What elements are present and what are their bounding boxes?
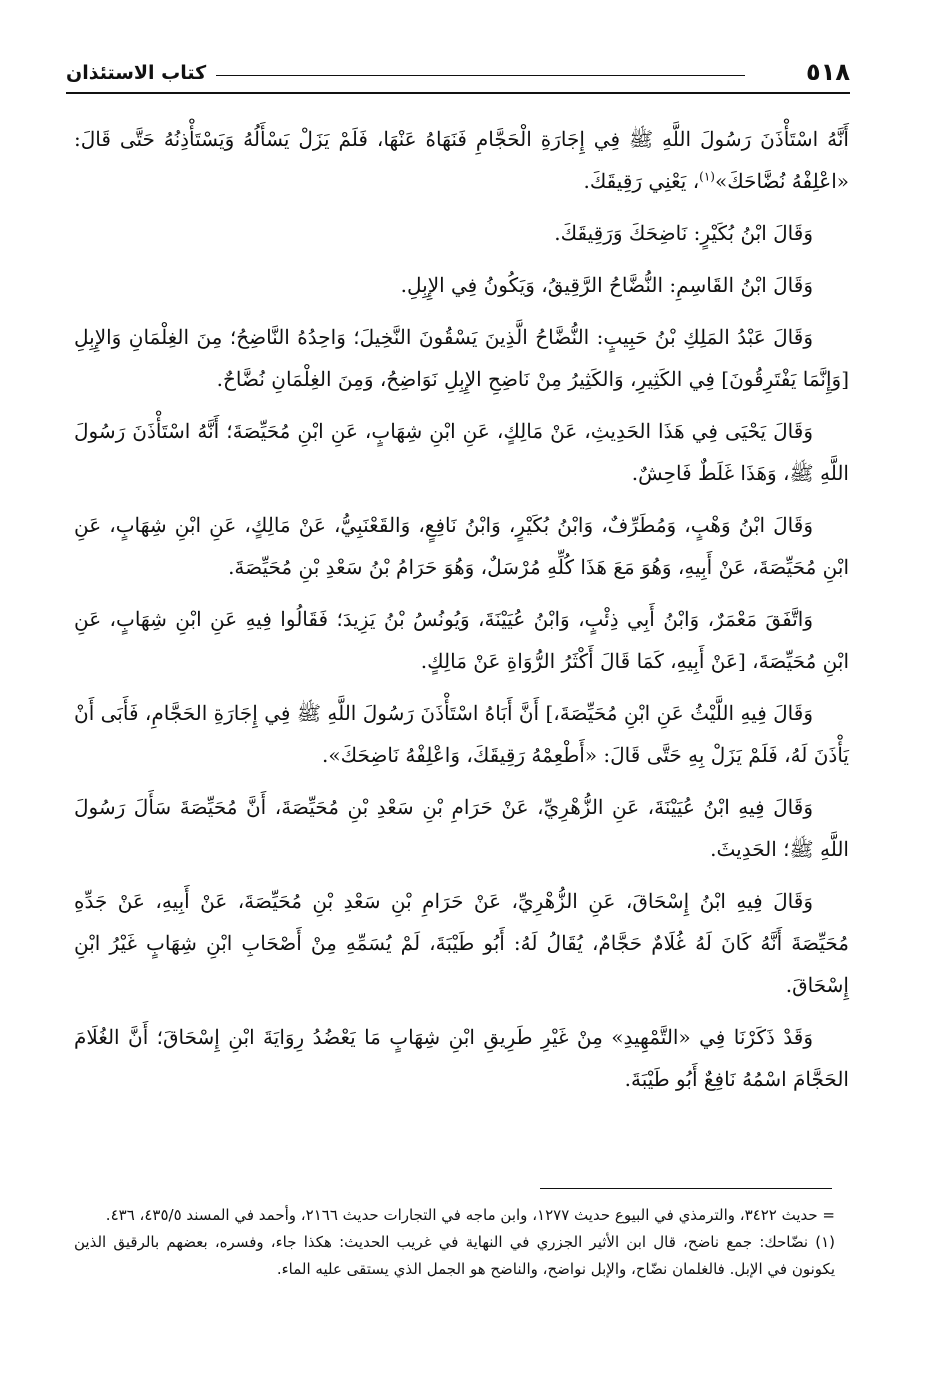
main-text xyxy=(74,118,849,1110)
page-number: ٥١٨ xyxy=(806,58,850,86)
header-rule xyxy=(66,92,850,94)
paragraph: وَقَالَ عَبْدُ المَلِكِ بْنُ حَبِيبٍ: النُّضَّاحُ الَّذِينَ يَسْقُونَ النَّخِيلَ؛ وَاحِدُهُ النَّاضِحُ؛ مِنَ الغِلْمَانِ وَالإِبِلِ [وَإِنَّمَا يَفْتَرِقُونَ] فِي الكَثِيرِ، وَالكَثِيرُ مِنْ نَاضِحِ الإِبِلِ نَوَاضِحُ، وَمِنَ الغِلْمَانِ نُضَّاحٌ. xyxy=(74,325,849,391)
paragraph: وَقَالَ يَحْيَى فِي هَذَا الحَدِيثِ، عَنْ مَالِكٍ، عَنِ ابْنِ شِهَابٍ، عَنِ ابْنِ مُحَيِّصَةَ؛ أَنَّهُ اسْتَأْذَنَ رَسُولَ اللَّهِ ﷺ، وَهَذَا غَلَطٌ فَاحِشٌ. xyxy=(74,419,849,485)
page-header xyxy=(66,48,850,90)
footnote-marker: (١) xyxy=(699,169,715,184)
running-title: كتاب الاستئذان xyxy=(66,62,207,84)
header-underline xyxy=(216,75,745,76)
paragraph: وَقَالَ ابْنُ بُكَيْرٍ: نَاضِحَكَ وَرَقِيقَكَ. xyxy=(554,221,813,245)
paragraph: وَقَالَ فِيهِ ابْنُ إِسْحَاقَ، عَنِ الزُّهْرِيِّ، عَنْ حَرَامِ بْنِ سَعْدِ بْنِ مُحَيِّصَةَ، عَنْ أَبِيهِ، عَنْ جَدِّهِ مُحَيِّصَةَ أَنَّهُ كَانَ لَهُ غُلَامٌ حَجَّامٌ، يُقَالُ لَهُ: أَبُو طَيْبَةَ، لَمْ يُسَمِّهِ مِنْ أَصْحَابِ ابْنِ شِهَابٍ غَيْرُ ابْنِ إِسْحَاقَ. xyxy=(74,889,849,997)
paragraph: وَقَالَ ابْنُ وَهْبٍ، وَمُطَرِّفٌ، وَابْنُ بُكَيْرٍ، وَابْنُ نَافِعٍ، وَالقَعْنَبِيُّ، عَنْ مَالِكٍ، عَنِ ابْنِ شِهَابٍ، عَنِ ابْنِ مُحَيِّصَةَ، عَنْ أَبِيهِ، وَهُوَ مَعَ هَذَا كُلِّهِ مُرْسَلٌ، وَهُوَ حَرَامُ بْنُ سَعْدِ بْنِ مُحَيِّصَةَ. xyxy=(74,513,849,579)
paragraph: وَقَالَ فِيهِ اللَّيْثُ عَنِ ابْنِ مُحَيِّصَةَ،] أَنَّ أَبَاهُ اسْتَأْذَنَ رَسُولَ اللَّهِ ﷺ فِي إِجَارَةِ الحَجَّامِ، فَأَبَى أَنْ يَأْذَنَ لَهُ، فَلَمْ يَزَلْ بِهِ حَتَّى قَالَ: «أَطْعِمْهُ رَقِيقَكَ، وَاعْلِفْهُ نَاضِحَكَ». xyxy=(74,701,849,767)
paragraph: أَنَّهُ اسْتَأْذَنَ رَسُولَ اللَّهِ ﷺ فِي إِجَارَةِ الْحَجَّامِ فَنَهَاهُ عَنْهَا، فَلَمْ يَزَلْ يَسْأَلُهُ وَيَسْتَأْذِنُهُ حَتَّى قَالَ: «اعْلِفْهُ نُضَّاحَكَ»$^{(١)}$، يَعْنِي رَقِيقَكَ. xyxy=(74,127,849,193)
footnotes xyxy=(74,1202,835,1283)
footnote-separator xyxy=(540,1188,832,1189)
paragraph: وَقَالَ فِيهِ ابْنُ عُيَيْنَةَ، عَنِ الزُّهْرِيِّ، عَنْ حَرَامِ بْنِ سَعْدِ بْنِ مُحَيِّصَةَ، أَنَّ مُحَيِّصَةَ سَأَلَ رَسُولَ اللَّهِ ﷺ؛ الحَدِيثَ. xyxy=(74,795,849,861)
paragraph: وَقَالَ ابْنُ القَاسِمِ: النُّضَّاحُ الرَّقِيقُ، وَيَكُونُ فِي الإِبِلِ. xyxy=(400,273,813,297)
footnote: (١) نضّاحك: جمع ناضح، قال ابن الأثير الجزري في النهاية في غريب الحديث: هكذا جاء، وفسره، بعضهم بالرقيق الذين يكونون في الإبل. فالغلمان نضّاح، والإبل نواضح، والناضح هو الجمل الذي يستقى عليه الماء. xyxy=(74,1233,835,1278)
paragraph: وَاتَّفَقَ مَعْمَرٌ، وَابْنُ أَبِي ذِئْبٍ، وَابْنُ عُيَيْنَةَ، وَيُونُسُ بْنُ يَزِيدَ؛ فَقَالُوا فِيهِ عَنِ ابْنِ شِهَابٍ، عَنِ ابْنِ مُحَيِّصَةَ، [عَنْ أَبِيهِ، كَمَا قَالَ أَكْثَرُ الرُّوَاةِ عَنْ مَالِكٍ. xyxy=(74,607,849,673)
footnote: = حديث ٣٤٢٢، والترمذي في البيوع حديث ١٢٧٧، وابن ماجه في التجارات حديث ٢١٦٦، وأحمد في المسند ٤٣٥/٥، ٤٣٦. xyxy=(105,1206,835,1224)
paragraph: وَقَدْ ذَكَرْنَا فِي «التَّمْهِيدِ» مِنْ غَيْرِ طَرِيقِ ابْنِ شِهَابٍ مَا يَعْضُدُ رِوَايَةَ ابْنِ إِسْحَاقَ؛ أَنَّ الغُلَامَ الحَجَّامَ اسْمُهُ نَافِعٌ أَبُو طَيْبَةَ. xyxy=(74,1025,849,1091)
